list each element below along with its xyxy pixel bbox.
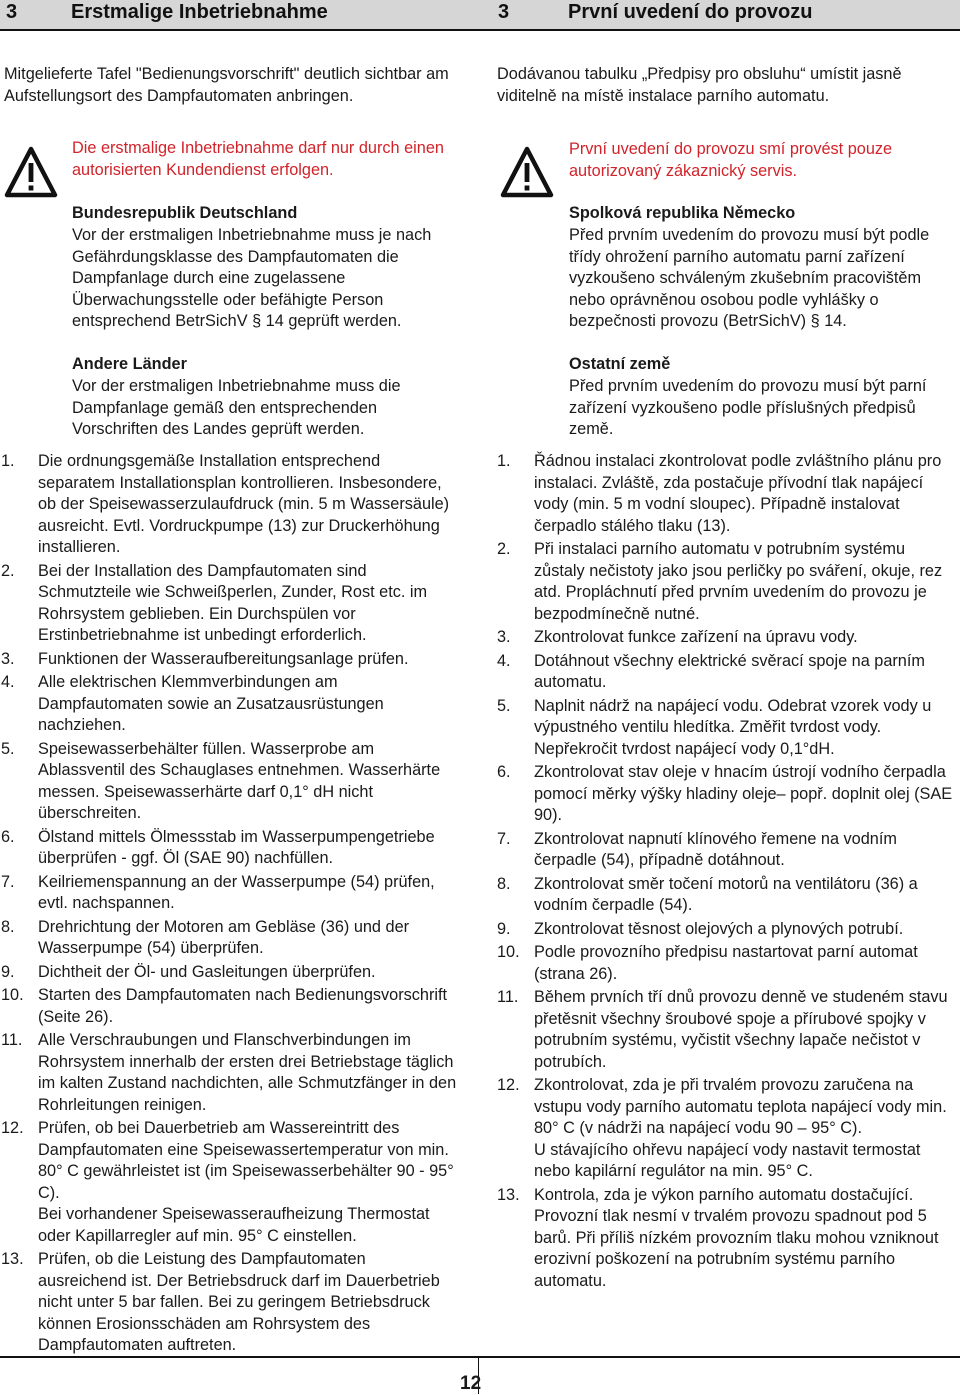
warning-triangle-icon — [500, 146, 554, 198]
section-heading-germany: Bundesrepublik Deutschland — [72, 204, 298, 222]
list-item: 1. Řádnou instalaci zkontrolovat podle zvláštního plánu pro instalaci. Zvláště, zda postačuje přívodní tlak napájecí vody (min. 5 m vodní sloupec). Případně instalovat čerpadlo stálého tlaku (13). — [497, 452, 942, 535]
section-number-cz: 3 — [498, 1, 510, 23]
warning-triangle-icon — [4, 146, 58, 198]
intro-text: Dodávanou tabulku „Předpisy pro obsluhu“ umístit jasně viditelně na místě instalace parního automatu. — [497, 65, 902, 105]
list-item: 7. Zkontrolovat napnutí klínového řemene na vodním čerpadle (54), případně dotáhnout. — [497, 829, 897, 869]
list-item: 13. Kontrola, zda je výkon parního automatu dostačující. Provozní tlak nesmí v trvalém provozu spadnout pod 5 barů. Při příliš nízkém provozním tlaku mohou vzniknout erozivní poškození na potrubním systému parního automatu. — [497, 1185, 939, 1290]
column-german — [0, 0, 460, 1394]
section-title-cz: První uvedení do provozu — [568, 1, 813, 23]
intro-text: Mitgelieferte Tafel "Bedienungsvorschrift" deutlich sichtbar am Aufstellungsort des Dampfautomaten anbringen. — [4, 65, 449, 105]
step-note: U stávajícího ohřevu napájecí vody nastavit termostat nebo kapilární regulátor na min. 95° C. — [534, 1140, 921, 1180]
warning-text: První uvedení do provozu smí provést pouze autorizovaný zákaznický servis. — [569, 140, 893, 180]
step-note: Bei vorhandener Speisewasseraufheizung Thermostat oder Kapillarregler auf min. 95° C einstellen. — [38, 1205, 430, 1245]
list-item: 8. Zkontrolovat směr točení motorů na ventilátoru (36) a vodním čerpadle (54). — [497, 874, 918, 914]
section-number-de: 3 — [6, 1, 18, 23]
list-item: 8. Drehrichtung der Motoren am Gebläse (36) und der Wasserpumpe (54) überprüfen. — [1, 917, 410, 957]
list-item: 4. Dotáhnout všechny elektrické svěrací spoje na parním automatu. — [497, 651, 925, 691]
warning-text: Die erstmalige Inbetriebnahme darf nur durch einen autorisierten Kundendienst erfolgen. — [72, 139, 444, 179]
section-title-de: Erstmalige Inbetriebnahme — [71, 1, 328, 23]
list-item: 13. Prüfen, ob die Leistung des Dampfautomaten ausreichend ist. Der Betriebsdruck darf im Dauerbetrieb nicht unter 5 bar fallen. Bei zu geringem Betriebsdruck können Erosionsschäden am Rohrsystem des Dampfautomaten auftreten. — [1, 1250, 440, 1354]
section-heading-other-countries: Ostatní země — [569, 355, 671, 373]
list-item: 9. Zkontrolovat těsnost olejových a plynových potrubí. — [497, 919, 904, 938]
list-item: 5. Speisewasserbehälter füllen. Wasserprobe am Ablassventil des Schauglases entnehmen. Wasserhärte messen. Speisewasserhärte darf 0,1° dH nicht überschreiten. — [1, 739, 441, 822]
list-item: 7. Keilriemenspannung an der Wasserpumpe (54) prüfen, evtl. nachspannen. — [1, 872, 435, 912]
procedure-list — [1, 451, 457, 1359]
list-item: 12. Zkontrolovat, zda je při trvalém provozu zaručena na vstupu vody parního automatu teplota napájecí vody min. 80° C (v nádrži na napájecí vodu 90 – 95° C). U stávajícího ohřevu napájecí vody nastavit termostat nebo kapilární regulátor na min. 95° C. — [497, 1075, 957, 1183]
section-heading-other-countries: Andere Länder — [72, 355, 187, 373]
list-item: 6. Ölstand mittels Ölmessstab im Wasserpumpengetriebe überprüfen - ggf. Öl (SAE 90) nachfüllen. — [1, 827, 435, 867]
list-item: 6. Zkontrolovat stav oleje v hnacím ústrojí vodního čerpadla pomocí měrky výšky hladiny oleje– popř. doplnit olej (SAE 90). — [497, 763, 953, 824]
list-item: 4. Alle elektrischen Klemmverbindungen am Dampfautomaten sowie an Zusatzausrüstungen nachziehen. — [1, 673, 384, 734]
column-czech — [497, 0, 957, 1394]
procedure-list — [497, 451, 957, 1294]
list-item: 2. Při instalaci parního automatu v potrubním systému zůstaly nečistoty jako jsou perličky po sváření, okuje, rez atd. Propláchnutí před prvním uvedením do provozu je bezpodmínečně nutné. — [497, 540, 943, 623]
section-text-other-countries: Před prvním uvedením do provozu musí být parní zařízení vyzkoušeno podle příslušných předpisů země. — [569, 377, 927, 438]
page-number: 12 — [460, 1373, 482, 1394]
list-item: 11. Během prvních tří dnů provozu denně ve studeném stavu přetěsnit všechny šroubové spoje a přírubové spojky v potrubním systému, vyčistit všechny lapače nečistot v potrubích. — [497, 988, 948, 1071]
list-item: 1. Die ordnungsgemäße Installation entsprechend separatem Installationsplan kontrollieren. Insbesondere, ob der Speisewasserzulaufdruck (min. 5 m Wassersäule) ausreicht. Evtl. Vordruckpumpe (13) zur Druckerhöhung installieren. — [1, 452, 450, 556]
section-heading-germany: Spolková republika Německo — [569, 204, 796, 222]
footer-rule — [0, 1356, 960, 1358]
list-item: 2. Bei der Installation des Dampfautomaten sind Schmutzteile wie Schweißperlen, Zunder, Rost etc. im Rohrsystem geblieben. Ein Durchspülen vor Erstinbetriebnahme ist unbedingt erforderlich. — [1, 561, 428, 644]
list-item: 9. Dichtheit der Öl- und Gasleitungen überprüfen. — [1, 962, 376, 981]
section-text-germany: Vor der erstmaligen Inbetriebnahme muss je nach Gefährdungsklasse des Dampfautomaten die Dampfanlage durch eine zugelassene Überwachungsstelle oder befähigte Person entsprechend BetrSichV § 14 geprüft werden. — [72, 226, 432, 330]
list-item: 10. Podle provozního předpisu nastartovat parní automat (strana 26). — [497, 943, 918, 983]
list-item: 10. Starten des Dampfautomaten nach Bedienungsvorschrift (Seite 26). — [1, 986, 448, 1026]
section-text-other-countries: Vor der erstmaligen Inbetriebnahme muss die Dampfanlage gemäß den entsprechenden Vorschriften des Landes geprüft werden. — [72, 377, 401, 438]
section-text-germany: Před prvním uvedením do provozu musí být podle třídy ohrožení parního automatu parní zařízení vyzkoušeno schváleným zkušebním pracovištěm nebo oprávněnou osobou podle vyhlášky o bezpečnosti provozu (BetrSichV) § 14. — [569, 226, 930, 330]
list-item: 11. Alle Verschraubungen und Flanschverbindungen im Rohrsystem innerhalb der ersten drei Betriebstage täglich im kalten Zustand nachdichten, alle Schmutzfänger in den Rohrleitungen reinigen. — [1, 1031, 457, 1114]
list-item: 3. Funktionen der Wasseraufbereitungsanlage prüfen. — [1, 649, 409, 668]
list-item: 5. Naplnit nádrž na napájecí vodu. Odebrat vzorek vody u výpustného ventilu hledítka. Změřit tvrdost vody. Nepřekročit tvrdost napájecí vody 0,1°dH. — [497, 696, 932, 758]
list-item: 12. Prüfen, ob bei Dauerbetrieb am Wassereintritt des Dampfautomaten eine Speisewassertemperatur von min. 80° C gewährleistet ist (im Speisewasserbehälter 90 - 95° C). Bei vorhandener Speisewasseraufheizung Thermostat oder Kapillarregler auf min. 95° C einstellen. — [1, 1118, 457, 1247]
list-item: 3. Zkontrolovat funkce zařízení na úpravu vody. — [497, 628, 858, 646]
